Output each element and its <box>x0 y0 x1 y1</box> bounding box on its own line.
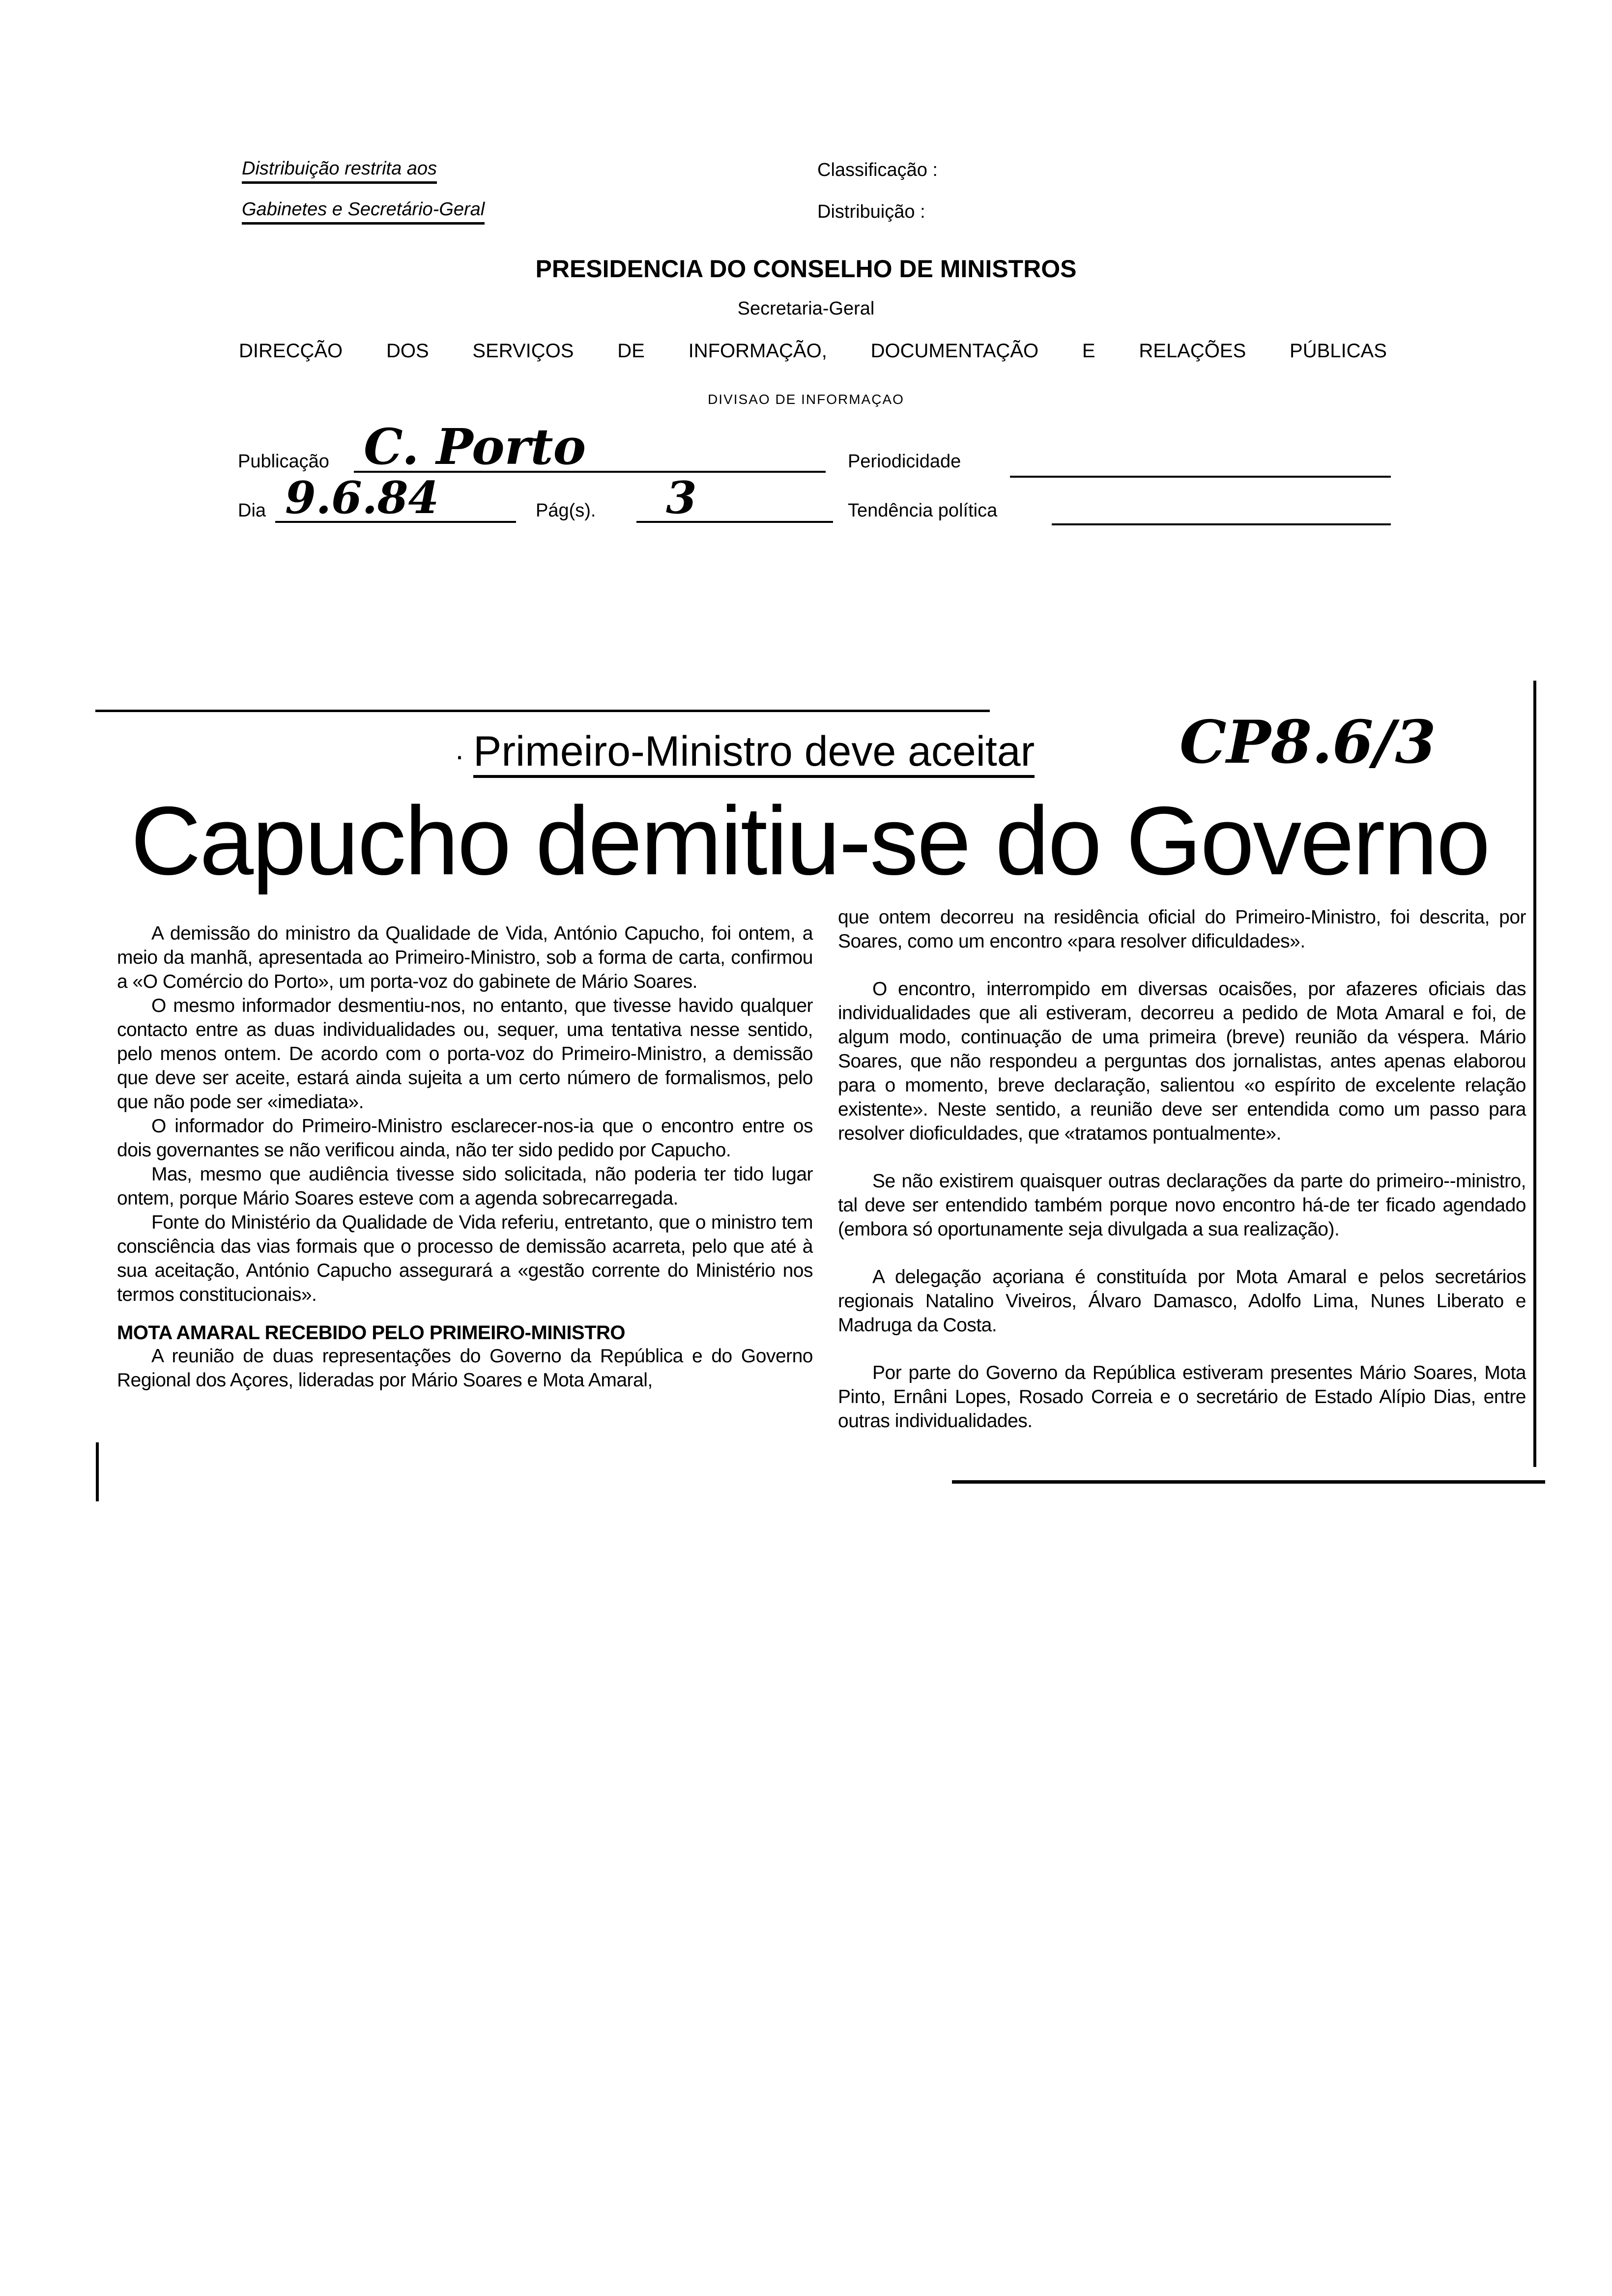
kicker-bullet: · <box>455 739 464 772</box>
paragraph: O encontro, interrompido em diversas ocaisões, por afazeres oficiais das individualidades que ali estiveram, decorreu a pedido de Mota Amaral e foi, de algum modo, continuação de uma primeira (breve) reunião da véspera. Mário Soares, que não respondeu a perguntas dos jornalistas, antes apenas elaborou para o momento, breve declaração, salientou «o espírito de excelente relação existente». Neste sentido, a reunião deve ser entendida como um passo para resolver dioficuldades, que «tratamos pontualmente». <box>838 978 1526 1144</box>
headline: Capucho demitiu-se do Governo <box>131 786 1489 895</box>
restricted-distribution-line2: Gabinetes e Secretário-Geral <box>242 199 485 225</box>
kicker <box>455 727 1035 776</box>
political-tendency-field <box>1052 499 1391 525</box>
publication-label: Publicação <box>238 451 329 472</box>
bottom-rule <box>952 1480 1545 1484</box>
handwritten-reference: CP8.6/3 <box>1180 708 1436 777</box>
pages-field <box>636 472 833 524</box>
publication-value: C. Porto <box>364 418 586 476</box>
subheading: MOTA AMARAL RECEBIDO PELO PRIMEIRO-MINISTRO <box>117 1322 626 1344</box>
periodicity-field <box>1010 451 1391 478</box>
pages-value: 3 <box>666 472 697 524</box>
paragraph: A reunião de duas representações do Governo da República e do Governo Regional dos Açores, lideradas por Mário Soares e Mota Amaral, <box>117 1346 813 1391</box>
paragraph: Se não existirem quaisquer outras declarações da parte do primeiro--ministro, tal deve ser entendido também porque novo encontro há-de ter ficado agendado (embora só oportunamente seja divulgada a sua realização). <box>838 1171 1526 1240</box>
top-rule <box>95 710 990 712</box>
paragraph: que ontem decorreu na residência oficial do Primeiro-Ministro, foi descrita, por Soares, como um encontro «para resolver dificuldades». <box>838 907 1526 952</box>
paragraph: Por parte do Governo da República estiveram presentes Mário Soares, Mota Pinto, Ernâni Lopes, Rosado Correia e o secretário de Estado Alípio Dias, entre outras individualidades. <box>838 1362 1526 1432</box>
directorate-word: DOS <box>386 340 429 362</box>
paragraph: A demissão do ministro da Qualidade de Vida, António Capucho, foi ontem, a meio da manhã, apresentada ao Primeiro-Ministro, sob a forma de carta, confirmou a «O Comércio do Porto», um porta-voz do gabinete de Mário Soares. <box>117 923 813 992</box>
political-tendency-label: Tendência política <box>848 500 998 521</box>
division-label: DIVISAO DE INFORMAÇAO <box>708 392 904 407</box>
restricted-distribution-line1: Distribuição restrita aos <box>242 158 437 184</box>
day-value: 9.6.84 <box>285 472 439 524</box>
paragraph: O mesmo informador desmentiu-nos, no entanto, que tivesse havido qualquer contacto entre as duas individualidades ou, sequer, uma tentativa nesse sentido, pelo menos ontem. De acordo com o porta-voz do Primeiro-Ministro, a demissão que deve ser aceite, estará ainda sujeita a um certo número de formalismos, pelo que não pode ser «imediata». <box>117 995 813 1113</box>
periodicity-label: Periodicidade <box>848 451 961 472</box>
publication-field <box>354 418 826 476</box>
directorate-word: DIRECÇÃO <box>239 340 343 362</box>
distribution-label: Distribuição : <box>817 201 925 222</box>
pages-label: Pág(s). <box>536 500 596 521</box>
directorate-word: INFORMAÇÃO, <box>688 340 827 362</box>
paragraph: A delegação açoriana é constituída por Mota Amaral e pelos secretários regionais Natalino Viveiros, Álvaro Damasco, Adolfo Lima, Nunes Liberato e Madruga da Costa. <box>838 1266 1526 1336</box>
day-field <box>275 472 516 524</box>
paragraph: O informador do Primeiro-Ministro esclarecer-nos-ia que o encontro entre os dois governantes se não verificou ainda, não ter sido pedido por Capucho. <box>117 1116 813 1161</box>
directorate-line <box>239 340 1387 362</box>
org-subtitle: Secretaria-Geral <box>737 298 875 319</box>
classification-label: Classificação : <box>817 160 938 180</box>
left-column <box>117 921 813 1392</box>
directorate-word: SERVIÇOS <box>472 340 574 362</box>
paragraph: Mas, mesmo que audiência tivesse sido solicitada, não poderia ter tido lugar ontem, porque Mário Soares esteve com a agenda sobrecarregada. <box>117 1164 813 1209</box>
right-rule <box>1533 681 1536 1467</box>
left-rule <box>96 1442 99 1501</box>
directorate-word: E <box>1082 340 1095 362</box>
directorate-word: DOCUMENTAÇÃO <box>870 340 1039 362</box>
paragraph: Fonte do Ministério da Qualidade de Vida referiu, entretanto, que o ministro tem consciência das vias formais que o processo de demissão acarreta, pelo que até à sua aceitação, António Capucho assegurará a «gestão corrente do Ministério nos termos constitucionais». <box>117 1212 813 1305</box>
org-title: PRESIDENCIA DO CONSELHO DE MINISTROS <box>535 255 1077 283</box>
directorate-word: RELAÇÕES <box>1139 340 1246 362</box>
directorate-word: DE <box>617 340 645 362</box>
kicker-text: Primeiro-Ministro deve aceitar <box>473 728 1035 778</box>
day-label: Dia <box>238 500 266 521</box>
right-column <box>838 905 1526 1433</box>
directorate-word: PÚBLICAS <box>1290 340 1387 362</box>
